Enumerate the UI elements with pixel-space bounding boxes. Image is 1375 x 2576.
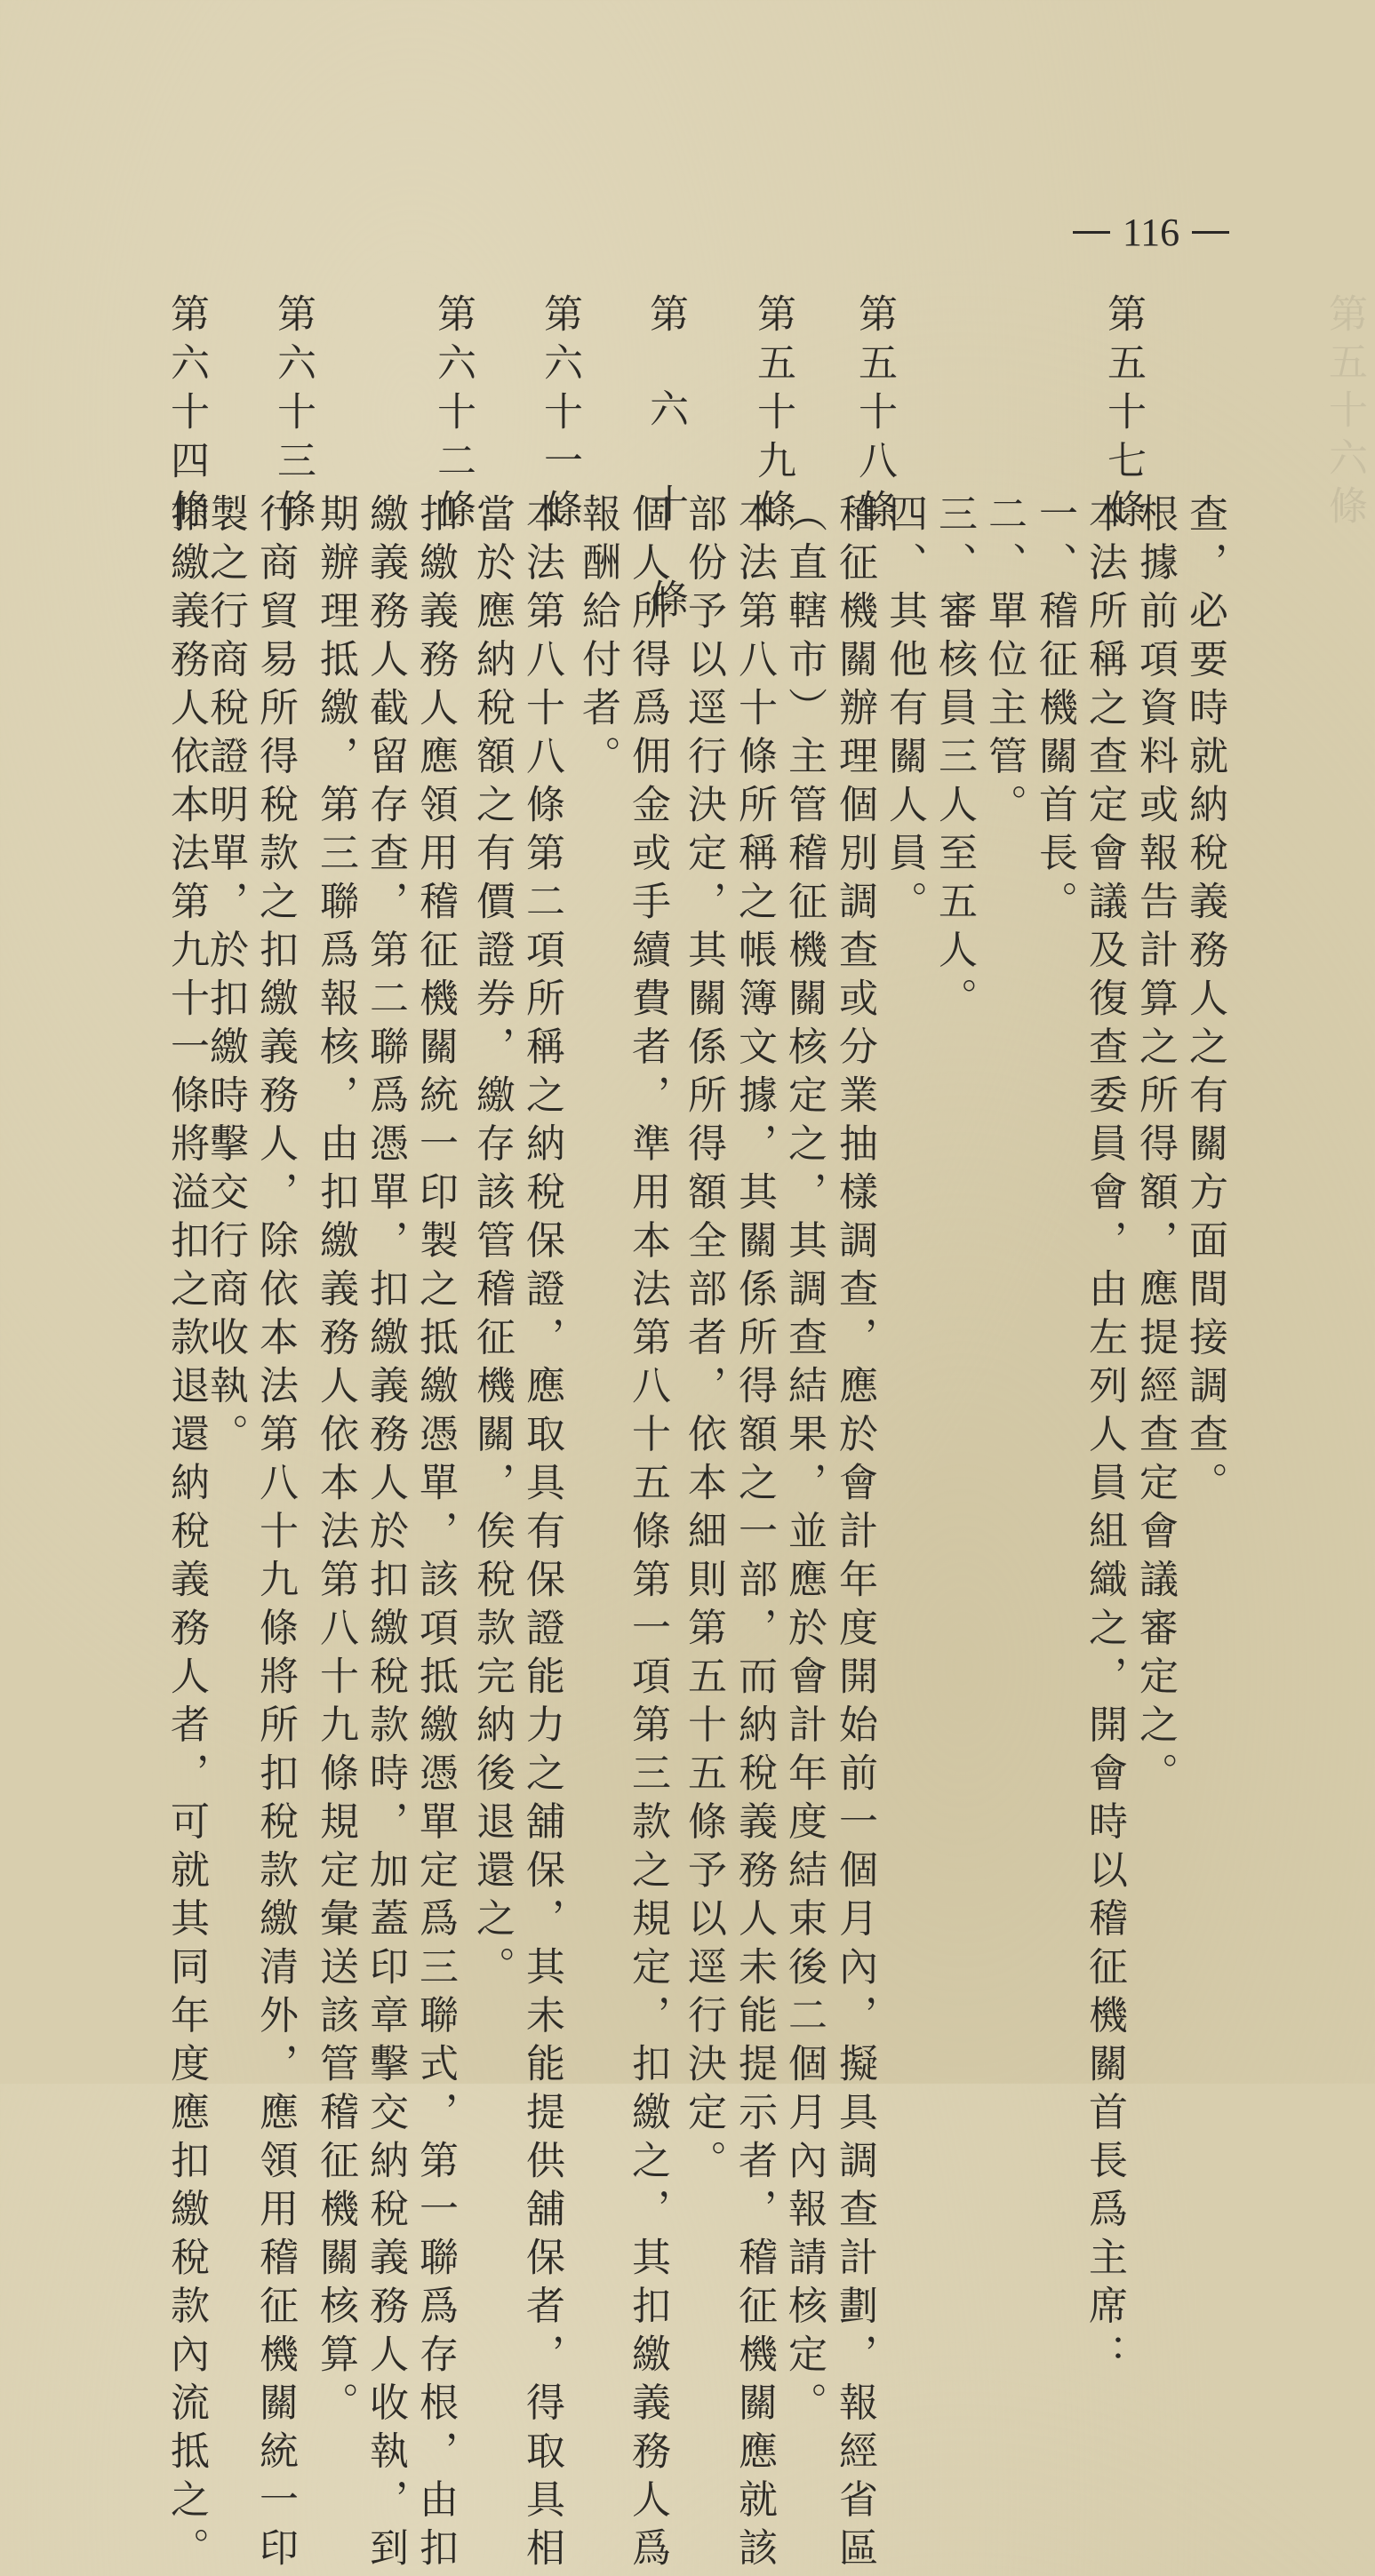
- text-line: 製之行商稅證明單，於扣繳時擊交行商收執。: [203, 493, 248, 1462]
- bleed-through: 第五十六條: [1322, 293, 1367, 533]
- text-line: 本法第八十條所稱之帳簿文據，其關係所得額之一部，而納稅義務人未能提示者，稽征機關應就該: [731, 493, 777, 2576]
- article-heading-63: 第六十三條: [270, 293, 316, 538]
- list-item: 一、稽征機關首長。: [1032, 493, 1077, 929]
- list-item: 二、單位主管。: [981, 493, 1027, 833]
- text-line: 查，必要時就納稅義務人之有關方面間接調查。: [1182, 493, 1227, 1511]
- text-line: 根據前項資料或報告計算之所得額，應提經查定會議審定之。: [1132, 493, 1178, 1801]
- text-line: 期辦理抵繳，第三聯爲報核，由扣繳義務人依本法第八十九條規定彙送該管稽征機關核算。: [313, 493, 358, 2430]
- text-line: 個人所得爲佣金或手續費者，準用本法第八十五條第一項第三款之規定，扣繳之，其扣繳義務人爲: [625, 493, 670, 2576]
- list-item: 三、審核員三人至五人。: [931, 493, 977, 1026]
- article-heading-61: 第六十一條: [537, 293, 582, 538]
- list-item: 四、其他有關人員。: [882, 493, 927, 929]
- text-line: 稽征機關辦理個別調查或分業抽樣調查，應於會計年度開始前一個月內，擬具調查計劃，報經省區: [832, 493, 877, 2576]
- text-line: 報酬給付者。: [575, 493, 620, 784]
- page-number: [1062, 210, 1240, 254]
- article-heading-64: 第六十四條: [164, 293, 209, 538]
- text-line: 繳義務人截留存查，第二聯爲憑單，扣繳義務人於扣繳稅款時，加蓋印章擊交納稅義務人收執，到: [363, 493, 408, 2576]
- text-line: 扣繳義務人應領用稽征機關統一印製之抵繳憑單，該項抵繳憑單定爲三聯式，第一聯爲存根，由扣: [412, 493, 458, 2576]
- text-line: 扣繳義務人依本法第九十一條將溢扣之款退還納稅義務人者，可就其同年度應扣繳稅款內流抵之。: [164, 493, 209, 2576]
- page-number-text: 116: [1122, 210, 1180, 254]
- text-line: 本法所稱之查定會議及復查委員會，由左列人員組織之，開會時以稽征機關首長爲主席：: [1082, 493, 1127, 2382]
- article-heading-58: 第五十八條: [851, 293, 897, 538]
- text-line: 本法第八十八條第二項所稱之納稅保證，應取具有保證能力之舖保，其未能提供舖保者，得取具相: [519, 493, 564, 2576]
- article-heading-60: 第 六 十 條: [643, 293, 688, 623]
- text-line: 行商貿易所得稅款之扣繳義務人，除依本法第八十九條將所扣稅款繳清外，應領用稽征機關統一印: [252, 493, 298, 2576]
- article-heading-57: 第五十七條: [1100, 293, 1146, 538]
- text-line: 部份予以逕行決定，其關係所得額全部者，依本細則第五十五條予以逕行決定。: [681, 493, 726, 2189]
- dash-left: [1073, 231, 1110, 234]
- text-line: （直轄市）主管稽征機關核定之，其調查結果，並應於會計年度結束後二個月內報請核定。: [781, 493, 827, 2430]
- article-heading-62: 第六十二條: [430, 293, 476, 538]
- article-heading-59: 第五十九條: [750, 293, 795, 538]
- text-line: 當於應納稅額之有價證券，繳存該管稽征機關，俟稅款完納後退還之。: [469, 493, 515, 1995]
- dash-right: [1192, 231, 1229, 234]
